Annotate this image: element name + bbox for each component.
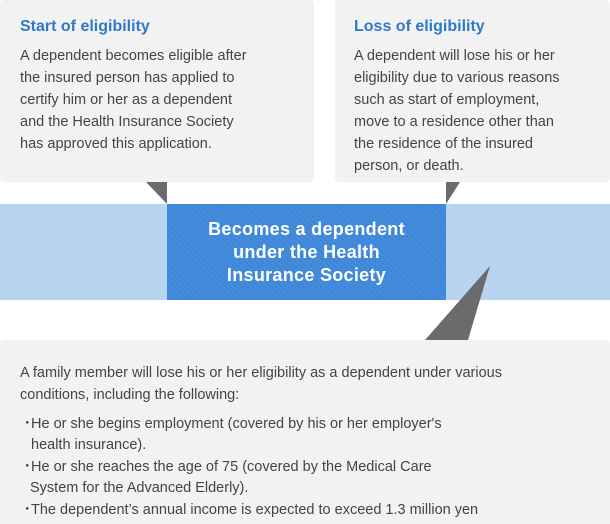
start-text-line: A dependent becomes eligible after (20, 48, 247, 64)
loss-text-line: such as start of employment, (354, 92, 540, 108)
start-text-line: the insured person has applied to (20, 70, 235, 86)
center-label-line: under the Health (233, 241, 380, 262)
start-text-line: and the Health Insurance Society (20, 114, 234, 130)
bullet-marker: ・ (20, 459, 35, 475)
loss-text-line: move to a residence other than (354, 114, 554, 130)
bullet-line-1: He or she begins employment (covered by his or her employer's (31, 416, 442, 432)
bullet-line-2: health insurance). (31, 437, 147, 453)
bullet-line-1: The dependent’s annual income is expected to exceed 1.3 million yen (31, 502, 479, 518)
center-label-line: Becomes a dependent (208, 218, 405, 239)
start-text-line: has approved this application. (20, 136, 212, 152)
bullet-line-2: System for the Advanced Elderly). (30, 480, 249, 496)
bullet-marker: ・ (20, 502, 35, 518)
loss-text-line: A dependent will lose his or her (354, 48, 555, 64)
loss-text-line: the residence of the insured (354, 136, 533, 152)
bullet-marker: ・ (20, 416, 35, 432)
start-text-line: certify him or her as a dependent (20, 92, 232, 108)
loss-text-line: eligibility due to various reasons (354, 70, 560, 86)
center-label-line: Insurance Society (226, 264, 387, 285)
loss-box-pointer (446, 182, 460, 204)
loss-of-eligibility-title: Loss of eligibility (354, 18, 485, 35)
start-of-eligibility-title: Start of eligibility (20, 18, 150, 35)
intro-line: conditions, including the following: (20, 387, 240, 403)
start-box-pointer (146, 182, 167, 204)
bullet-line-1: He or she reaches the age of 75 (covered by the Medical Care (31, 459, 432, 475)
intro-line: A family member will lose his or her eligibility as a dependent under various (20, 365, 502, 381)
loss-text-line: person, or death. (354, 158, 464, 174)
bottom-box-pointer (425, 266, 490, 340)
